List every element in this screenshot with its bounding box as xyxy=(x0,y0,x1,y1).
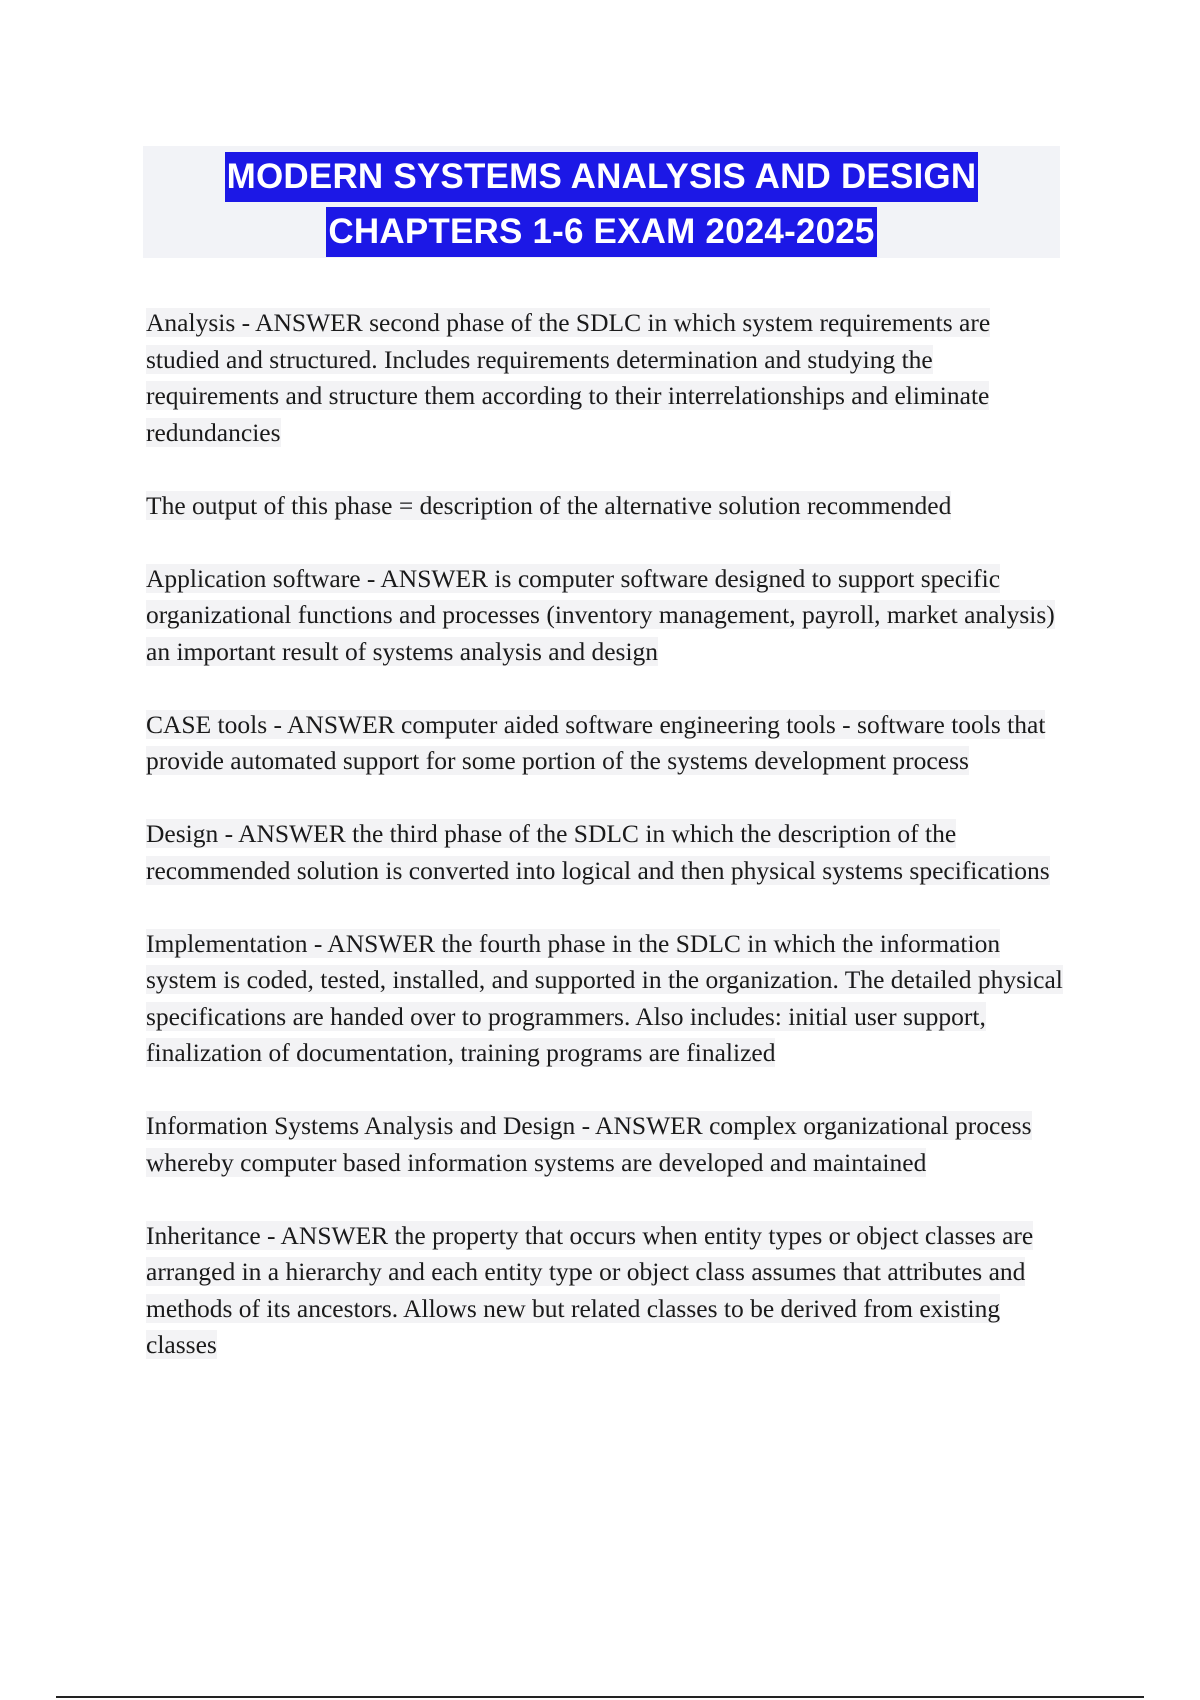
entry-text: Design - ANSWER the third phase of the SDLC in which the description of the recommended solution is converted into logical and then physical systems specifications xyxy=(146,819,1050,885)
title-line-1: MODERN SYSTEMS ANALYSIS AND DESIGN xyxy=(225,152,979,202)
entry-text: Information Systems Analysis and Design - ANSWER complex organizational process whereby computer based information systems are developed and maintained xyxy=(146,1111,1032,1177)
title-line-2: CHAPTERS 1-6 EXAM 2024-2025 xyxy=(326,207,876,257)
entry-text: Analysis - ANSWER second phase of the SDLC in which system requirements are studied and structured. Includes requirements determination and studying the requirements and structure them according to their interrelationships and eliminate redundancies xyxy=(146,308,991,447)
entry-text: The output of this phase = description of the alternative solution recommended xyxy=(146,490,952,520)
entry-text: CASE tools - ANSWER computer aided software engineering tools - software tools that provide automated support for some portion of the systems development process xyxy=(146,709,1046,775)
entry-text: an important result of systems analysis and design xyxy=(146,636,659,666)
entry-text: Inheritance - ANSWER the property that occurs when entity types or object classes are arranged in a hierarchy and each entity type or object class assumes that attributes and methods of its ancestors. Allows new but related classes to be derived from existing classes xyxy=(146,1220,1034,1359)
entry-analysis-output xyxy=(146,488,1066,525)
entry-application-software xyxy=(146,561,1066,634)
entry-text: Implementation - ANSWER the fourth phase in the SDLC in which the information system is coded, tested, installed, and supported in the organization. The detailed physical specifications are handed over to programmers. Also includes: initial user support, finalization of documentation, training programs are finalized xyxy=(146,928,1063,1067)
entry-text: Application software - ANSWER is computer software designed to support specific organizational functions and processes (inventory management, payroll, market analysis) xyxy=(146,563,1055,629)
entry-case-tools xyxy=(146,707,1066,780)
entry-application-software-note xyxy=(146,634,1066,671)
footer-divider xyxy=(56,1696,1144,1698)
title-banner xyxy=(143,146,1060,258)
entry-design xyxy=(146,816,1066,889)
entry-implementation xyxy=(146,926,1066,1072)
entry-isad xyxy=(146,1108,1066,1181)
entry-analysis xyxy=(146,305,1066,451)
document-body xyxy=(146,305,1066,1400)
entry-inheritance xyxy=(146,1218,1066,1364)
